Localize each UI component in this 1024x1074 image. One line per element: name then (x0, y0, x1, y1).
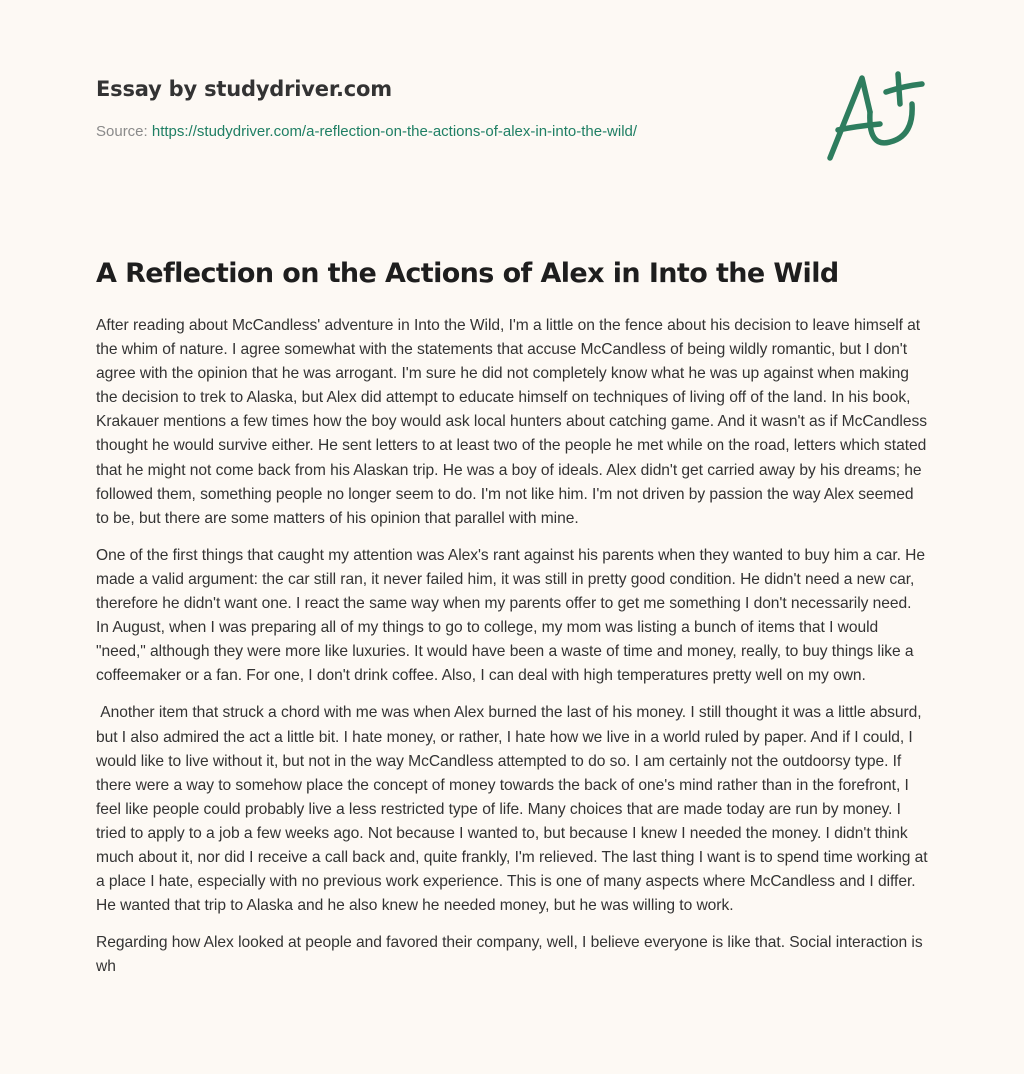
source-label: Source: (96, 123, 152, 140)
essay-paragraph: After reading about McCandless' adventure in Into the Wild, I'm a little on the fence about his decision to leave himself at the whim of nature. I agree somewhat with the statements that accuse McCandless of being wildly romantic, but I don't agree with the opinion that he was arrogant. I'm sure he did not completely know what he was up against when making the decision to trek to Alaska, but Alex did attempt to educate himself on techniques of living off of the land. In his book, Krakauer mentions a few times how the boy would ask local hunters about catching game. And it wasn't as if McCandless thought he would survive either. He sent letters to at least two of the people he met while on the road, letters which stated that he might not come back from his Alaskan trip. He was a boy of ideals. Alex didn't get carried away by his dreams; he followed them, something people no longer seem to do. I'm not like him. I'm not driven by passion the way Alex seemed to be, but there are some matters of his opinion that parallel with mine. (96, 317, 927, 527)
a-plus-grade-icon (818, 62, 934, 168)
essay-paragraph: Regarding how Alex looked at people and favored their company, well, I believe everyone is like that. Social interaction is wh (96, 934, 923, 976)
source-link[interactable]: https://studydriver.com/a-reflection-on-the-actions-of-alex-in-into-the-wild/ (151, 123, 638, 140)
essay-title: A Reflection on the Actions of Alex in Into the Wild (96, 258, 839, 289)
site-title: Essay by studydriver.com (96, 77, 392, 101)
source-line (96, 122, 796, 142)
essay-body (96, 314, 932, 992)
essay-paragraph: Another item that struck a chord with me was when Alex burned the last of his money. I still thought it was a little absurd, but I also admired the act a little bit. I hate money, or rather, I hate how we live in a world ruled by paper. And if I could, I would like to live without it, but not in the way McCandless attempted to do so. I am certainly not the outdoorsy type. If there were a way to somehow place the concept of money towards the back of one's mind rather than in the forefront, I feel like people could probably live a less restricted type of life. Many choices that are made today are run by money. I tried to apply to a job a few weeks ago. Not because I wanted to, but because I knew I needed the money. I didn't think much about it, nor did I receive a call back and, quite frankly, I'm relieved. The last thing I want is to spend time working at a place I hate, especially with no previous work experience. This is one of many aspects where McCandless and I differ. He wanted that trip to Alaska and he also knew he needed money, but he was willing to work. (96, 704, 932, 915)
essay-paragraph: One of the first things that caught my attention was Alex's rant against his parents when they wanted to buy him a car. He made a valid argument: the car still ran, it never failed him, it was still in pretty good condition. He didn't need a new car, therefore he didn't want one. I react the same way when my parents offer to get me something I don't necessarily need. In August, when I was preparing all of my things to go to college, my mom was listing a bunch of items that I would "need," although they were more like luxuries. It would have been a waste of time and money, really, to buy things like a coffeemaker or a fan. For one, I don't drink coffee. Also, I can deal with high temperatures pretty well on my own. (96, 546, 926, 685)
page-header (96, 74, 796, 142)
